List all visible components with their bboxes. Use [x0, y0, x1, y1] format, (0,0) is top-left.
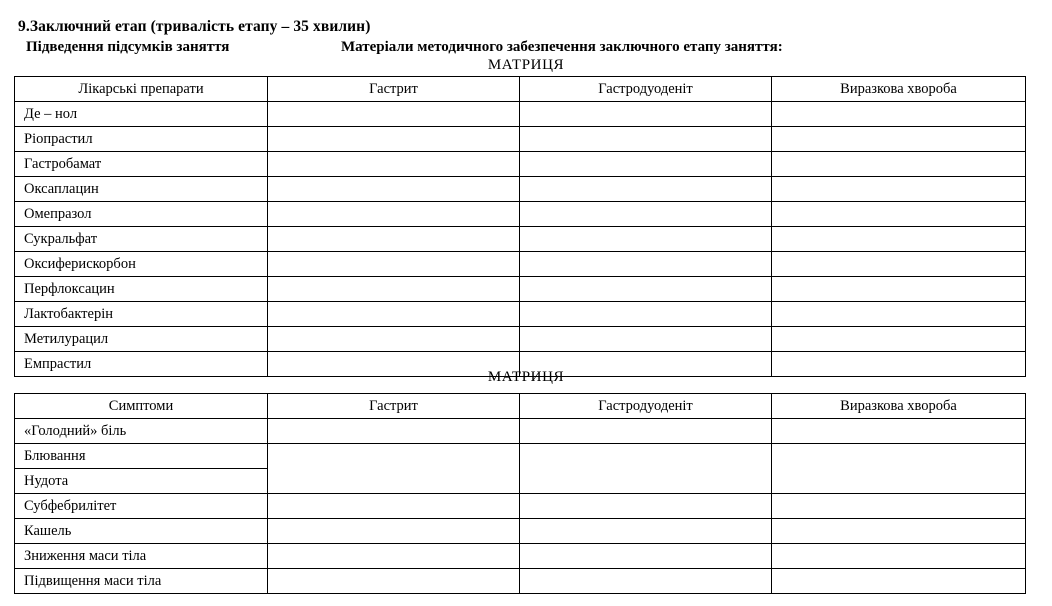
answer-cell-ulcer[interactable]: [772, 177, 1026, 202]
answer-cell-gastroduodenitis[interactable]: [520, 277, 772, 302]
answer-cell-ulcer[interactable]: [772, 127, 1026, 152]
answer-cell-gastroduodenitis[interactable]: [520, 202, 772, 227]
answer-cell-gastroduodenitis[interactable]: [520, 152, 772, 177]
subtitle-left: Підведення підсумків заняття: [26, 39, 230, 55]
row-label: Де – нол: [15, 102, 268, 127]
answer-cell-gastritis[interactable]: [268, 202, 520, 227]
answer-cell-gastritis[interactable]: [268, 494, 520, 519]
column-header-symptoms: Симптоми: [15, 394, 268, 419]
table-row: [15, 569, 1026, 594]
answer-cell-gastritis[interactable]: [268, 227, 520, 252]
table-row: [15, 252, 1026, 277]
row-label: Емпрастил: [15, 352, 268, 377]
answer-cell-gastritis[interactable]: [268, 177, 520, 202]
answer-cell-gastroduodenitis[interactable]: [520, 544, 772, 569]
table-row: [15, 152, 1026, 177]
answer-cell-gastroduodenitis[interactable]: [520, 127, 772, 152]
answer-cell-ulcer[interactable]: [772, 569, 1026, 594]
table-row: [15, 277, 1026, 302]
answer-cell-gastritis[interactable]: [268, 444, 520, 494]
answer-cell-gastritis[interactable]: [268, 252, 520, 277]
answer-cell-ulcer[interactable]: [772, 444, 1026, 494]
answer-cell-gastritis[interactable]: [268, 152, 520, 177]
answer-cell-gastritis[interactable]: [268, 327, 520, 352]
symptoms-table-body: [15, 419, 1026, 594]
table-header-row: [15, 77, 1026, 102]
row-label: Блювання: [15, 444, 268, 469]
table-row: [15, 227, 1026, 252]
drugs-matrix-table: [14, 76, 1026, 377]
row-label: «Голодний» біль: [15, 419, 268, 444]
answer-cell-gastroduodenitis[interactable]: [520, 227, 772, 252]
answer-cell-gastroduodenitis[interactable]: [520, 177, 772, 202]
answer-cell-ulcer[interactable]: [772, 544, 1026, 569]
table-header-row: [15, 394, 1026, 419]
answer-cell-ulcer[interactable]: [772, 252, 1026, 277]
answer-cell-gastroduodenitis[interactable]: [520, 302, 772, 327]
answer-cell-gastritis[interactable]: [268, 102, 520, 127]
table-row: [15, 327, 1026, 352]
answer-cell-ulcer[interactable]: [772, 102, 1026, 127]
answer-cell-gastroduodenitis[interactable]: [520, 494, 772, 519]
answer-cell-ulcer[interactable]: [772, 277, 1026, 302]
row-label: Гастробамат: [15, 152, 268, 177]
table-row: [15, 302, 1026, 327]
row-label: Підвищення маси тіла: [15, 569, 268, 594]
answer-cell-gastritis[interactable]: [268, 544, 520, 569]
drugs-table-body: [15, 102, 1026, 377]
row-label: Субфебрилітет: [15, 494, 268, 519]
answer-cell-gastritis[interactable]: [268, 302, 520, 327]
answer-cell-ulcer[interactable]: [772, 202, 1026, 227]
row-label: Метилурацил: [15, 327, 268, 352]
column-header-ulcer: Виразкова хвороба: [772, 77, 1026, 102]
column-header-gastroduodenitis: Гастродуоденіт: [520, 77, 772, 102]
answer-cell-ulcer[interactable]: [772, 494, 1026, 519]
subtitle-right: Матеріали методичного забезпечення заключного етапу заняття:: [341, 39, 783, 55]
column-header-ulcer: Виразкова хвороба: [772, 394, 1026, 419]
table-row: [15, 419, 1026, 444]
answer-cell-gastritis[interactable]: [268, 569, 520, 594]
answer-cell-ulcer[interactable]: [772, 152, 1026, 177]
row-label: Омепразол: [15, 202, 268, 227]
table-row: [15, 102, 1026, 127]
answer-cell-gastroduodenitis[interactable]: [520, 519, 772, 544]
answer-cell-gastritis[interactable]: [268, 127, 520, 152]
column-header-gastroduodenitis: Гастродуоденіт: [520, 394, 772, 419]
answer-cell-gastritis[interactable]: [268, 519, 520, 544]
table-row: [15, 544, 1026, 569]
answer-cell-gastroduodenitis[interactable]: [520, 102, 772, 127]
row-label: Оксиферискорбон: [15, 252, 268, 277]
row-label: Ріопрастил: [15, 127, 268, 152]
answer-cell-gastritis[interactable]: [268, 277, 520, 302]
row-label: Перфлоксацин: [15, 277, 268, 302]
answer-cell-gastroduodenitis[interactable]: [520, 569, 772, 594]
row-label: Лактобактерін: [15, 302, 268, 327]
symptoms-matrix-table: [14, 393, 1026, 594]
subtitle-row: [0, 39, 1052, 59]
table-row: [15, 444, 1026, 469]
answer-cell-gastroduodenitis[interactable]: [520, 444, 772, 494]
answer-cell-ulcer[interactable]: [772, 302, 1026, 327]
answer-cell-gastroduodenitis[interactable]: [520, 252, 772, 277]
row-label: Кашель: [15, 519, 268, 544]
table-row: [15, 177, 1026, 202]
answer-cell-gastroduodenitis[interactable]: [520, 419, 772, 444]
matrix-caption-symptoms: МАТРИЦЯ: [487, 369, 565, 385]
column-header-gastritis: Гастрит: [268, 394, 520, 419]
row-label: Нудота: [15, 469, 268, 494]
row-label: Зниження маси тіла: [15, 544, 268, 569]
answer-cell-ulcer[interactable]: [772, 327, 1026, 352]
section-heading: 9.Заключний етап (тривалість етапу – 35 хвилин): [18, 18, 371, 35]
row-label: Сукральфат: [15, 227, 268, 252]
answer-cell-gastroduodenitis[interactable]: [520, 327, 772, 352]
table-row: [15, 519, 1026, 544]
answer-cell-gastritis[interactable]: [268, 419, 520, 444]
row-label: Оксаплацин: [15, 177, 268, 202]
answer-cell-ulcer[interactable]: [772, 419, 1026, 444]
table-row: [15, 202, 1026, 227]
table-row: [15, 494, 1026, 519]
answer-cell-ulcer[interactable]: [772, 227, 1026, 252]
matrix-caption-drugs: МАТРИЦЯ: [487, 57, 565, 73]
column-header-drugs: Лікарські препарати: [15, 77, 268, 102]
answer-cell-ulcer[interactable]: [772, 519, 1026, 544]
table-row: [15, 127, 1026, 152]
column-header-gastritis: Гастрит: [268, 77, 520, 102]
